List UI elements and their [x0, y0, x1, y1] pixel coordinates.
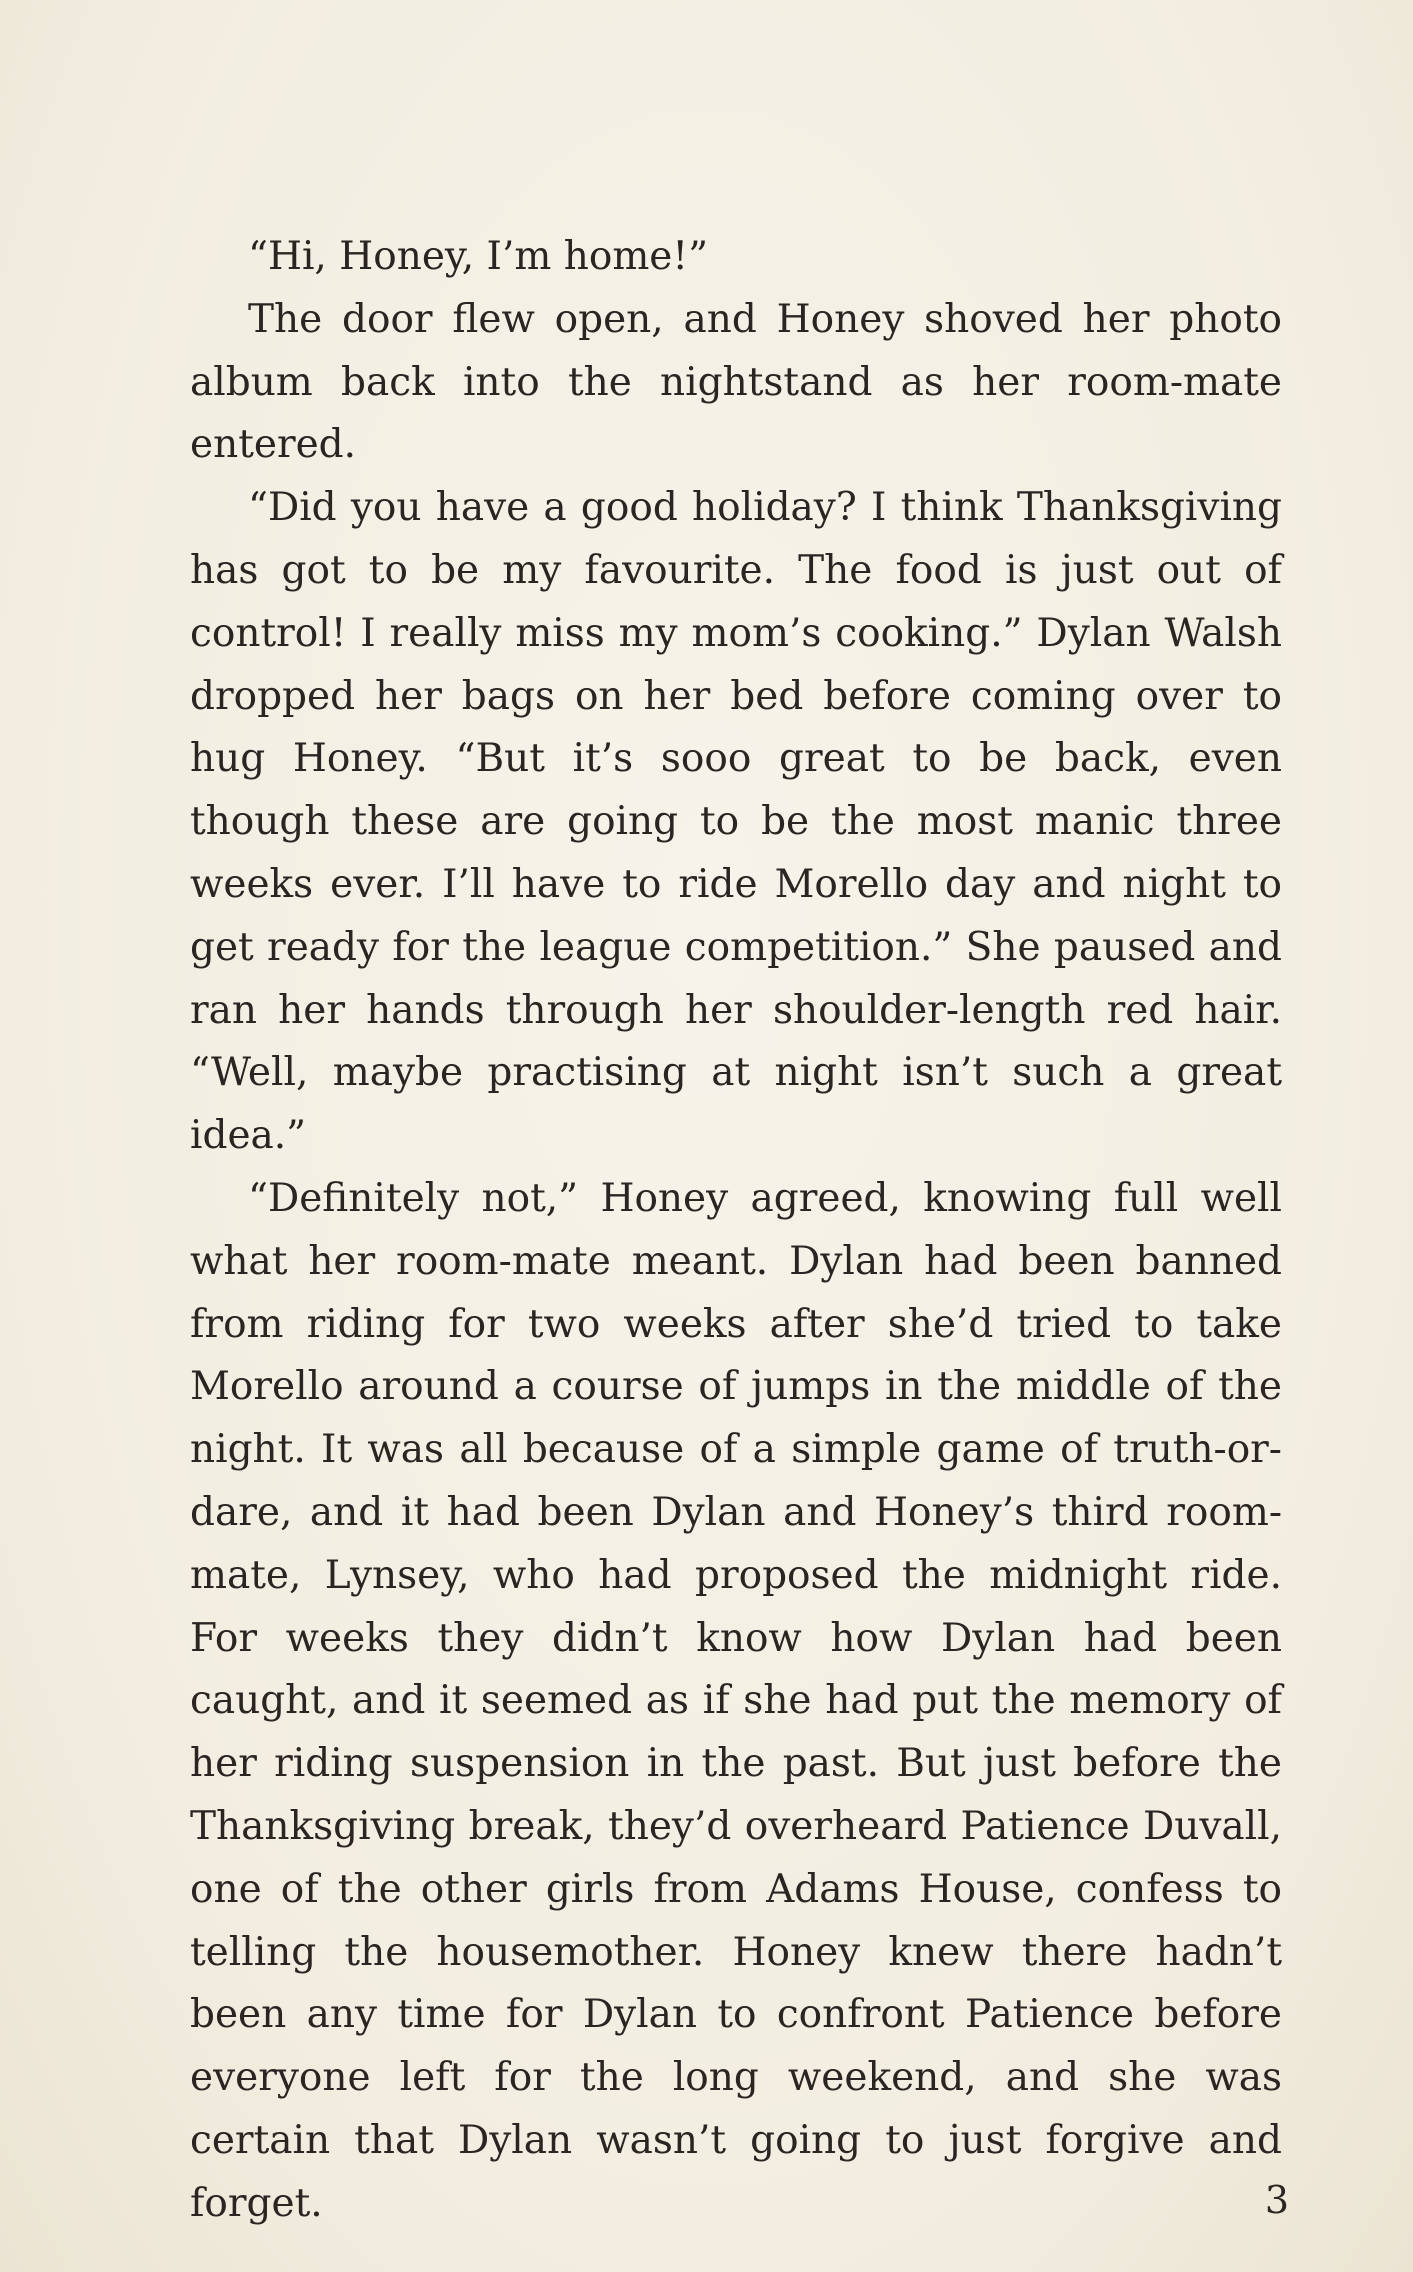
paragraph-holiday: “Did you have a good holiday? I think Thanksgiving has got to be my favourite. The food is just out of control! I really miss my mom’s cooking.” Dylan Walsh dropped her bags on her bed before coming over to hug Honey. “But it’s sooo great to be back, even though these are going to be the most manic three weeks ever. I’ll have to ride Morello day and night to get ready for the league competition.” She paused and ran her hands through her shoulder-length red hair. “Well, maybe practising at night isn’t such a great idea.”	[190, 485, 1282, 1159]
paragraph-greeting: “Hi, Honey, I’m home!”	[248, 234, 709, 279]
paragraph-definitely: “Definitely not,” Honey agreed, knowing full well what her room-mate meant. Dylan had been banned from riding for two weeks after she’d tried to take Morello around a course of jumps in the middle of the night. It was all because of a simple game of truth-or-dare, and it had been Dylan and Honey’s third room-mate, Lynsey, who had proposed the midnight ride. For weeks they didn’t know how Dylan had been caught, and it seemed as if she had put the memory of her riding suspension in the past. But just before the Thanksgiving break, they’d overheard Patience Duvall, one of the other girls from Adams House, confess to telling the housemother. Honey knew there hadn’t been any time for Dylan to confront Patience before everyone left for the long weekend, and she was certain that Dylan wasn’t going to just forgive and forget.	[190, 1175, 1282, 2226]
body-text	[190, 226, 1282, 2236]
paragraph-door: The door flew open, and Honey shoved her photo album back into the nightstand as her room-mate entered.	[190, 296, 1282, 468]
page-number: 3	[1264, 2178, 1289, 2222]
